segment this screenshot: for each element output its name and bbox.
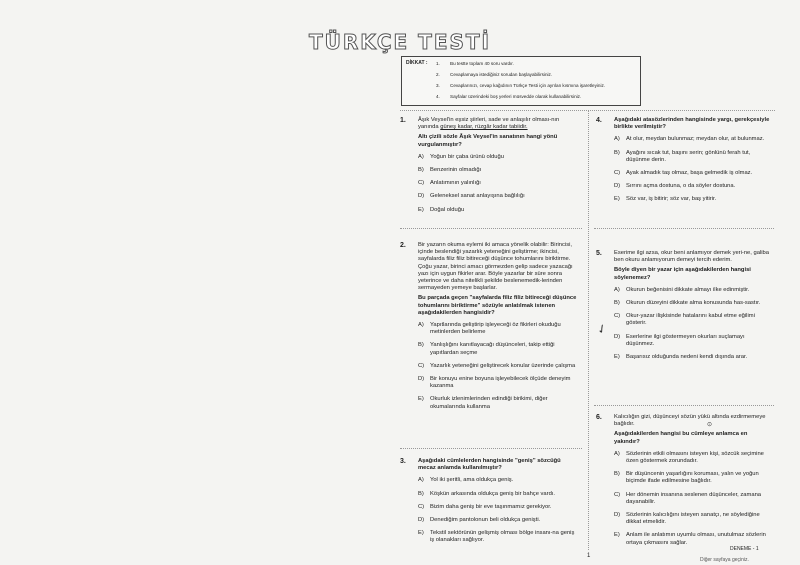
option-a[interactable]: A) At olur, meydan bulunmaz; meydan olur, at bulunmaz. [614,136,765,143]
instruction-item: 3. Cevaplarınızı, cevap kağıdının Türkçe Testi için ayrılan kısmına işaretleyiniz. [436,83,606,88]
instruction-item: 4. Sayfalar üzerindeki boş yerleri müsvedde olarak kullanabilirsiniz. [436,94,582,99]
question-prompt: Böyle diyen bir yazar için aşağıdakilerden hangisi söylenemez? [614,267,751,281]
option-c[interactable]: C) Bizim daha geniş bir eve taşınmamız gerekiyor. [418,503,552,510]
option-a[interactable]: A) Okurun beğenisini dikkate almayı ilke edinmiştir. [614,286,750,293]
question-prompt: Aşağıdakilerden hangisi bu cümleye anlamca en yakındır? [614,431,748,445]
page-title: TÜRKÇE TESTİ [309,30,491,54]
column-divider [588,110,589,550]
option-c[interactable]: C) Yazarlık yeteneğini geliştirecek konular üzerinde çalışma [418,362,576,369]
option-b[interactable]: B) Köşkün arkasında oldukça geniş bir bahçe vardı. [418,490,556,497]
option-b[interactable]: B) Bir düşüncenin yaşarlığını koruması, yalın ve yoğun biçimde ifade edilmesine bağlıdır. [614,471,759,485]
option-b[interactable]: B) Benzerinin olmadığı [418,167,482,174]
option-d[interactable]: D) Sözlerinin kalıcılığını isteyen sanatçı, ne söylediğine dikkat etmelidir. [614,512,760,526]
option-b[interactable]: B) Yanlışlığını kanıtlayacağı düşünceleri, takip ettiği yapıtlardan seçme [418,342,555,356]
option-c[interactable]: C) Anlatımının yalınlığı [418,180,481,187]
question-1 [400,117,578,220]
option-e[interactable]: E) Başarısız olduğunda nedeni kendi dışında arar. [614,354,748,361]
question-separator [400,228,582,229]
underlined-phrase: güneş kadar, rüzgâr kadar tabiidir. [440,124,528,131]
option-e[interactable]: E) Anlam ile anlatımın uyumlu olması, unutulmaz sözlerin ortaya çıkmasını sağlar. [614,532,766,546]
page-number: 1 [587,553,591,559]
question-4 [596,117,772,210]
instructions-box [401,56,641,106]
option-c[interactable]: C) Ayak almadık taş olmaz, başa gelmedik iş olmaz. [614,170,753,177]
question-prompt: Bu parçada geçen "sayfalarda filiz filiz bitireceği düşünce tohumlarını biriktirme" sözüyle anlatılmak istenen aşağıdakilerden hangisidir? [418,295,577,316]
question-number: 5. [596,250,602,257]
instruction-item: 2. Cevaplamaya istediğiniz sorudan başlayabilirsiniz. [436,72,553,77]
question-3 [400,458,578,551]
question-text: Bir yazarın okuma eylemi iki amaca yönelik olabilir: Birincisi, içinde beslendiği yazarlık yeteneğini geliştirme; ikincisi, sayfalarda filiz filiz bitireceği düşünce tohumlarını biriktirme. Çoğu yazar, birinci amacı görmezden gelip sadece yazacağı yazı için uygun fikirler arar. Böyle yazarlar bir süre sonra yeterince ve daha nitelikli şekilde beslenemedik-lerinden sermayeden yemeye başlarlar. [418,242,573,292]
question-prompt: Altı çizili sözle Âşık Veysel'in sanatının hangi yönü vurgulanmıştır? [418,134,558,148]
question-number: 4. [596,117,602,124]
instruction-item: 1. Bu testte toplam 40 soru vardır. [436,61,514,66]
question-prompt: Aşağıdaki atasözlerinden hangisinde yargı, gerekçesiyle birlikte verilmiştir? [614,117,770,131]
question-number: 3. [400,458,406,465]
option-a[interactable]: A) Yoğun bir çaba ürünü olduğu [418,153,504,160]
option-d[interactable]: D) Eserlerine ilgi göstermeyen okurları suçlamayı düşünmez. [614,333,745,347]
option-d[interactable]: D) Sırrını açma dostuna, o da söyler dostuna. [614,183,736,190]
question-text: Eserime ilgi azsa, okur beni anlamıyor demek yeri-ne, galiba ben okuru anlamıyorum demeyi tercih ederim. [614,250,769,264]
question-2 [400,242,578,417]
question-number: 6. [596,414,602,421]
option-b[interactable]: B) Ayağını sıcak tut, başını serin; gönlünü ferah tut, düşünme derin. [614,149,751,163]
question-text: Âşık Veysel'in eşsiz şiirleri, sade ve anlaşılır olması-nın yanında [418,117,560,131]
option-d[interactable]: D) Geleneksel sanat anlayışına bağlılığı [418,193,525,200]
option-d[interactable]: D) Denediğim pantolonun beli oldukça genişti. [418,517,541,524]
option-e[interactable]: E) Doğal olduğu [418,206,465,213]
option-e[interactable]: E) Tekstil sektörünün gelişmiş olması bölge insanı-na geniş iş olanakları sağlıyor. [418,530,575,544]
option-e[interactable]: E) Okurluk izlenimlerinden edindiği birikimi, diğer okumalarında kullanma [418,396,548,410]
option-a[interactable]: A) Yapıtlarında geliştirip işleyeceği öz fikirleri okuduğu metinlerden belirleme [418,322,561,336]
option-b[interactable]: B) Okurun düzeyini dikkate alma konusunda has-sastır. [614,300,761,307]
question-number: 1. [400,117,406,124]
question-separator [594,228,774,229]
option-a[interactable]: A) Sözlerinin etkili olmasını isteyen kişi, sözcük seçimine özen göstermek zorundadır. [614,450,764,465]
pencil-dot-icon: ⊙ [707,422,713,428]
pencil-mark-icon: ✓ [594,320,610,338]
option-e[interactable]: E) Söz var, iş bitirir; söz var, baş yitirir. [614,196,717,203]
question-6 [596,414,772,553]
question-separator [400,448,582,449]
option-c[interactable]: C) Okur-yazar ilişkisinde hatalarını kabul etme eğilimi gösterir. [614,313,755,327]
exam-code: DENEME - 1 [730,546,759,552]
question-5 [596,250,772,367]
option-d[interactable]: D) Bir konuyu enine boyuna işleyebilecek ölçüde deneyim kazanma [418,376,571,390]
option-a[interactable]: A) Yol iki şeritli, ama oldukça geniş. [418,477,514,484]
question-separator [594,405,774,406]
question-text: Kalıcılığın gizi, düşünceyi sözün yükü altında ezdirmemeye bağlıdır. [614,414,766,428]
next-page-note: Diğer sayfaya geçiniz. [700,557,749,563]
instructions-label: DİKKAT : [406,60,428,66]
question-prompt: Aşağıdaki cümlelerden hangisinde "geniş" sözcüğü mecaz anlamda kullanılmıştır? [418,458,561,472]
option-c[interactable]: C) Her dönemin insanına seslenen düşünceler, zamana dayanabilir. [614,491,762,505]
question-number: 2. [400,242,406,249]
